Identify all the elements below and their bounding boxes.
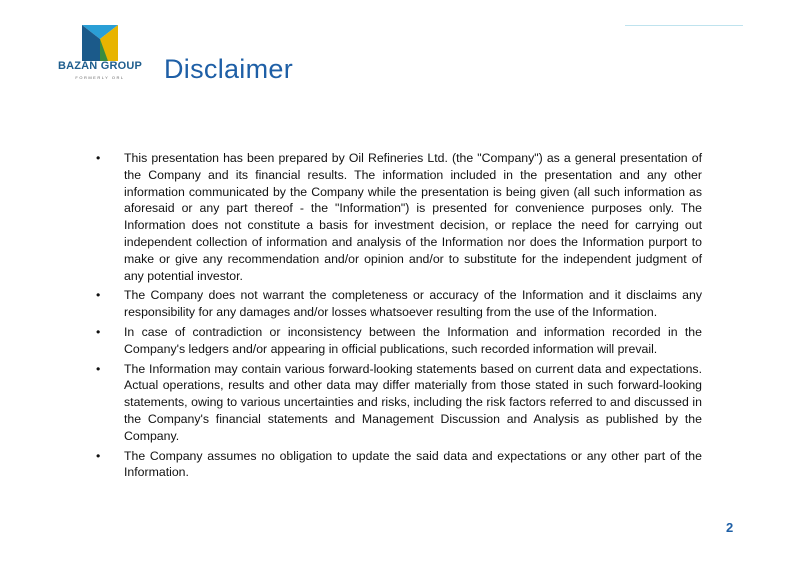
logo-subtitle: FORMERLY ORL — [75, 75, 125, 80]
disclaimer-list — [96, 150, 702, 484]
page-title: Disclaimer — [164, 54, 294, 84]
list-item — [96, 150, 702, 284]
list-item-text: This presentation has been prepared by Oil Refineries Ltd. (the "Company") as a general presentation of the Company and its financial results. The information included in the presentation and any other information communicated by the Company while the presentation is being given (all such information as aforesaid or any part thereof - the "Information") is presented for convenience purposes only. The Information does not constitute a basis for investment decision, or replace the need for carrying out independent collection of information and analysis of the Information nor does the Information purport to make or give any recommendation and/or opinion and/or to substitute for the independent judgment of any potential investor. — [124, 151, 702, 283]
bullet: • — [96, 361, 101, 376]
list-item — [96, 361, 702, 445]
page-number: 2 — [726, 520, 734, 535]
list-item — [96, 324, 702, 358]
list-item — [96, 287, 702, 321]
list-item-text: In case of contradiction or inconsistency between the Information and information recorded in the Company's ledgers and/or appearing in official publications, such recorded information will prevail. — [124, 324, 702, 356]
bazan-logo-icon — [82, 25, 118, 61]
top-divider — [625, 25, 743, 26]
list-item-text: The Information may contain various forward-looking statements based on current data and expectations. Actual operations, results and other data may differ materially from those stated in such forward-looking statements, owing to various uncertainties and risks, including the risk factors referred to and discussed in the Company's financial statements and Management Discussion and Analysis as published by the Company. — [124, 361, 702, 443]
bullet: • — [96, 324, 101, 339]
bullet: • — [96, 151, 101, 165]
list-item-text: The Company assumes no obligation to update the said data and expectations or any other part of the Information. — [124, 448, 702, 480]
bullet: • — [96, 288, 101, 303]
company-logo — [50, 22, 150, 82]
logo-name: BAZAN GROUP — [57, 60, 143, 72]
list-item — [96, 448, 702, 482]
list-item-text: The Company does not warrant the completeness or accuracy of the Information and it disclaims any responsibility for any damages and/or losses whatsoever resulting from the use of the Information. — [124, 288, 702, 320]
bullet: • — [96, 448, 101, 463]
